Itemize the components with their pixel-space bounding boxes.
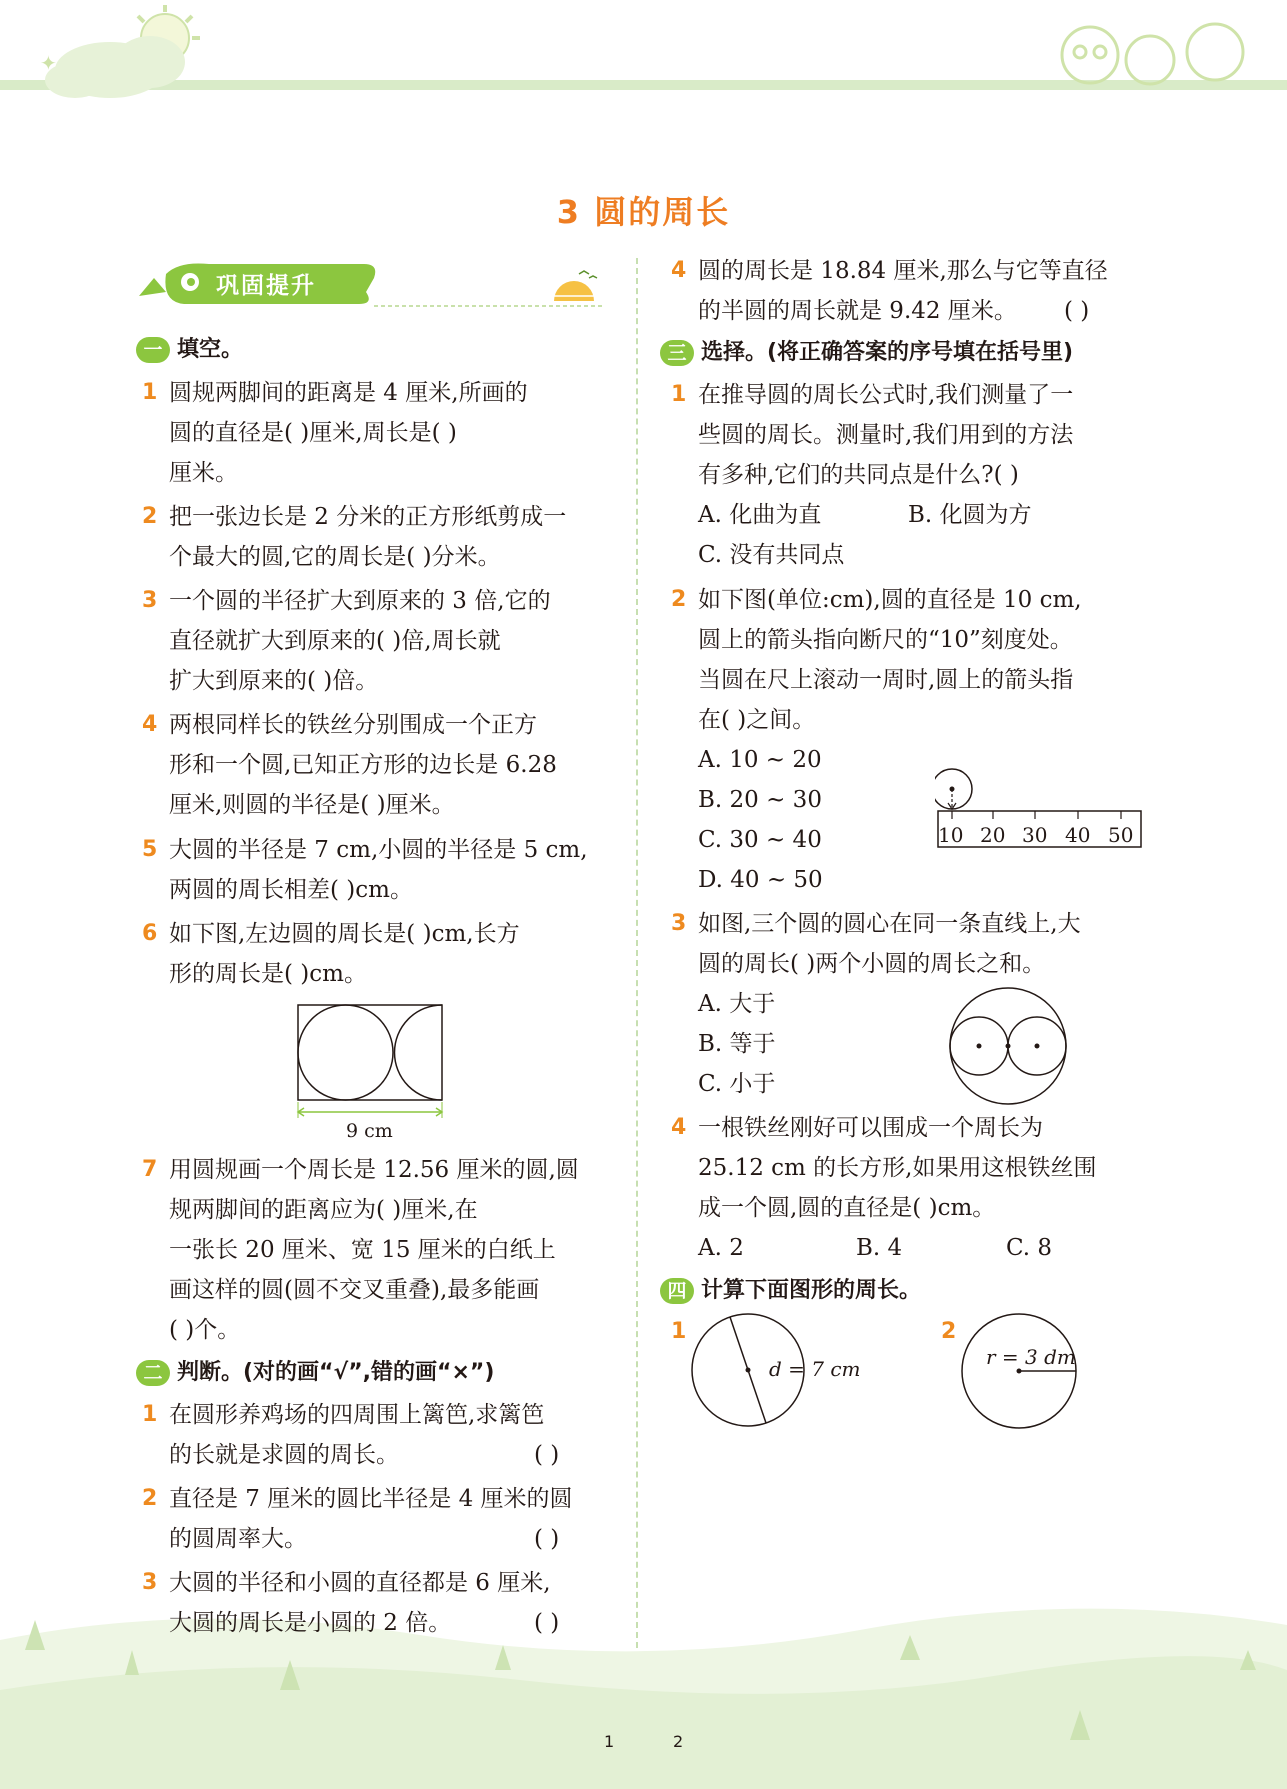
question-number: 3 [671, 911, 687, 936]
section-title: 计算下面图形的周长。 [701, 1278, 922, 1303]
question-text: 大圆的半径和小圆的直径都是 6 厘米, [169, 1570, 551, 1596]
question-text: 在( )之间。 [698, 707, 816, 733]
question-number: 1 [142, 380, 158, 405]
option-c[interactable]: C. 8 [1006, 1235, 1053, 1261]
answer-blank[interactable]: ( ) [534, 1442, 560, 1468]
question-text: 圆的周长是 18.84 厘米,那么与它等直径 [698, 258, 1108, 284]
sunset-icon [544, 271, 604, 302]
question-text: 在圆形养鸡场的四周围上篱笆,求篱笆 [169, 1402, 545, 1428]
question-number: 5 [142, 837, 158, 862]
question-number: 6 [142, 921, 158, 946]
question-number: 1 [142, 1402, 158, 1427]
option-b[interactable]: B. 化圆为方 [908, 502, 1032, 528]
section-number-badge: 二 [136, 1360, 170, 1386]
question-number: 3 [142, 588, 158, 613]
question-number: 2 [941, 1319, 957, 1344]
question-text: 两根同样长的铁丝分别围成一个正方 [169, 712, 537, 738]
page-number-left: 1 [604, 1732, 615, 1751]
question-text: 一根铁丝刚好可以围成一个周长为 [698, 1115, 1043, 1141]
question-text: 如下图,左边圆的周长是( )cm,长方 [169, 921, 520, 947]
section-title: 选择。(将正确答案的序号填在括号里) [701, 340, 1074, 365]
question-text: 圆的周长( )两个小圆的周长之和。 [698, 951, 1046, 977]
ruler-tick-label: 20 [980, 823, 1006, 847]
radius-label: r = 3 dm [986, 1345, 1076, 1369]
ruler-tick-label: 30 [1022, 823, 1048, 847]
question-number: 4 [142, 712, 158, 737]
question-text: 把一张边长是 2 分米的正方形纸剪成一 [169, 504, 567, 530]
question-text: 的圆周率大。 [169, 1526, 307, 1552]
question-text: 两圆的周长相差( )cm。 [169, 877, 413, 903]
question-text: 形和一个圆,已知正方形的边长是 6.28 [169, 752, 557, 778]
question-text: 厘米。 [169, 460, 238, 486]
page-number-right: 2 [673, 1732, 684, 1751]
option-a[interactable]: A. 10 ~ 20 [698, 747, 822, 773]
question-text: 直径是 7 厘米的圆比半径是 4 厘米的圆 [169, 1486, 573, 1512]
question-text: 用圆规画一个周长是 12.56 厘米的圆,圆 [169, 1157, 579, 1183]
answer-blank[interactable]: ( ) [1064, 298, 1090, 324]
section-number-badge: 四 [660, 1278, 694, 1304]
question-text: 圆上的箭头指向断尺的“10”刻度处。 [698, 627, 1073, 653]
question-text: 的半圆的周长就是 9.42 厘米。 [698, 298, 1017, 324]
question-text: ( )个。 [169, 1317, 241, 1343]
option-d[interactable]: D. 40 ~ 50 [698, 867, 823, 893]
option-a[interactable]: A. 化曲为直 [698, 502, 822, 528]
consolidate-banner [134, 256, 614, 316]
option-b[interactable]: B. 20 ~ 30 [698, 787, 822, 813]
svg-text:✦: ✦ [40, 51, 57, 75]
question-text: 的长就是求圆的周长。 [169, 1442, 399, 1468]
option-b[interactable]: B. 4 [856, 1235, 903, 1261]
question-text: 圆规两脚间的距离是 4 厘米,所画的 [169, 380, 528, 406]
section-number-badge: 三 [660, 340, 694, 366]
question-text: 有多种,它们的共同点是什么?( ) [698, 462, 1019, 488]
figure-label: 9 cm [346, 1120, 393, 1142]
option-a[interactable]: A. 2 [698, 1235, 744, 1261]
question-number: 2 [142, 504, 158, 529]
section-number-badge: 一 [136, 337, 170, 363]
answer-blank[interactable]: ( ) [534, 1526, 560, 1552]
question-text: 当圆在尺上滚动一周时,圆上的箭头指 [698, 667, 1074, 693]
animal-friends-icon [1062, 24, 1243, 84]
option-a[interactable]: A. 大于 [698, 991, 776, 1017]
ruler-tick-label: 10 [938, 823, 964, 847]
option-c[interactable]: C. 小于 [698, 1071, 776, 1097]
ruler-tick-label: 50 [1108, 823, 1134, 847]
header-decoration [0, 0, 1287, 120]
question-text: 大圆的周长是小圆的 2 倍。 [169, 1610, 452, 1636]
question-text: 一张长 20 厘米、宽 15 厘米的白纸上 [169, 1237, 556, 1263]
banner-label: 巩固提升 [216, 273, 316, 299]
question-number: 4 [671, 1115, 687, 1140]
ruler-tick-label: 40 [1065, 823, 1091, 847]
column-divider [636, 258, 638, 1648]
answer-blank[interactable]: ( ) [534, 1610, 560, 1636]
option-b[interactable]: B. 等于 [698, 1031, 776, 1057]
diameter-label: d = 7 cm [769, 1357, 861, 1381]
question-text: 25.12 cm 的长方形,如果用这根铁丝围 [698, 1155, 1097, 1181]
question-text: 圆的直径是( )厘米,周长是( ) [169, 420, 457, 446]
question-text: 如下图(单位:cm),圆的直径是 10 cm, [698, 587, 1082, 613]
question-text: 扩大到原来的( )倍。 [169, 668, 379, 694]
question-text: 一个圆的半径扩大到原来的 3 倍,它的 [169, 588, 551, 614]
question-number: 4 [671, 258, 687, 283]
question-text: 在推导圆的周长公式时,我们测量了一 [698, 382, 1074, 408]
question-text: 形的周长是( )cm。 [169, 961, 367, 987]
section-title: 填空。 [177, 337, 244, 362]
three-circles-figure [945, 985, 1075, 1109]
option-c[interactable]: C. 30 ~ 40 [698, 827, 822, 853]
question-text: 大圆的半径是 7 cm,小圆的半径是 5 cm, [169, 837, 588, 863]
question-number: 1 [671, 382, 687, 407]
question-text: 个最大的圆,它的周长是( )分米。 [169, 544, 501, 570]
question-text: 画这样的圆(圆不交叉重叠),最多能画 [169, 1277, 540, 1303]
question-number: 3 [142, 1570, 158, 1595]
question-number: 7 [142, 1157, 158, 1182]
page-title: 3 圆的周长 [556, 193, 731, 231]
question-text: 规两脚间的距离应为( )厘米,在 [169, 1197, 478, 1223]
question-number: 1 [671, 1319, 687, 1344]
question-text: 直径就扩大到原来的( )倍,周长就 [169, 628, 501, 654]
section-title: 判断。(对的画“√”,错的画“×”) [177, 1360, 495, 1385]
question-text: 成一个圆,圆的直径是( )cm。 [698, 1195, 996, 1221]
option-c[interactable]: C. 没有共同点 [698, 542, 845, 568]
question-number: 2 [142, 1486, 158, 1511]
question-number: 2 [671, 587, 687, 612]
question-text: 些圆的周长。测量时,我们用到的方法 [698, 422, 1074, 448]
question-text: 厘米,则圆的半径是( )厘米。 [169, 792, 455, 818]
question-text: 如图,三个圆的圆心在同一条直线上,大 [698, 911, 1081, 937]
